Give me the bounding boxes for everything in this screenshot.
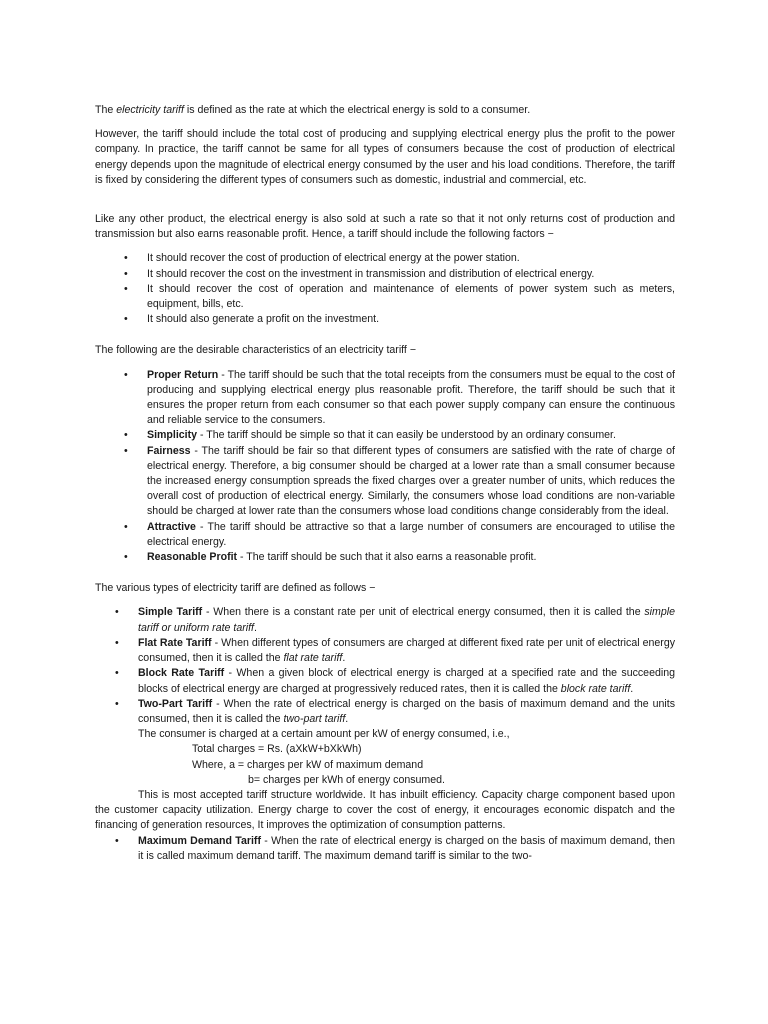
list-item: • It should recover the cost of operation and maintenance of elements of power system such as meters, equipment, bills, etc. xyxy=(95,282,675,312)
list-item: • Reasonable Profit - The tariff should be such that it also earns a reasonable profit. xyxy=(95,550,675,565)
formula-total-charges: Total charges = Rs. (aXkW+bXkWh) xyxy=(192,743,362,756)
formula-where-a: Where, a = charges per kW of maximum demand xyxy=(192,758,424,771)
factors-intro-paragraph: Like any other product, the electrical energy is also sold at such a rate so that it not only returns cost of production and transmission but also earns reasonable profit. Hence, a tariff should include the following factors − xyxy=(95,213,675,241)
list-item: • Proper Return - The tariff should be such that the total receipts from the consumers must be equal to the cost of producing and supplying electrical energy plus reasonable profit. Therefore, the tariff should be such that it ensures the proper return from each consumer so that each power supply company can ensure the continuous and reliable service to the consumers. xyxy=(95,368,675,429)
types-list-continued xyxy=(95,834,675,864)
list-item: • Two-Part Tariff - When the rate of electrical energy is charged on the basis of maximum demand and the units consumed, then it is called the two-part tariff. The consumer is charged at a certain amount per kW of energy consumed, i.e., Total charges = Rs. (aXkW+bXkWh) Where, a = charges per kW of maximum demand b= charges per kWh of energy consumed. xyxy=(95,697,675,788)
list-item: • Block Rate Tariff - When a given block of electrical energy is charged at a specified rate and the succeeding blocks of electrical energy are charged at progressively reduced rates, then it is called the block rate tariff. xyxy=(95,666,675,696)
list-item: • Maximum Demand Tariff - When the rate of electrical energy is charged on the basis of maximum demand, then it is called maximum demand tariff. The maximum demand tariff is similar to the two- xyxy=(95,834,675,864)
intro-definition: The electricity tariff is defined as the rate at which the electrical energy is sold to a consumer. xyxy=(95,104,531,116)
factors-list xyxy=(95,251,675,327)
emphasis-term: electricity tariff xyxy=(116,104,184,116)
two-part-description: The consumer is charged at a certain amount per kW of energy consumed, i.e., xyxy=(138,728,510,741)
list-item: • Simple Tariff - When there is a constant rate per unit of electrical energy consumed, then it is called the simple tariff or uniform rate tariff. xyxy=(95,605,675,635)
document-page xyxy=(95,103,675,864)
types-heading: The various types of electricity tariff are defined as follows − xyxy=(95,582,376,595)
list-item: • Attractive - The tariff should be attractive so that a large number of consumers are encouraged to utilise the electrical energy. xyxy=(95,520,675,550)
two-part-paragraph: This is most accepted tariff structure worldwide. It has inbuilt efficiency. Capacity charge component based upon the customer capacity utilization. Energy charge to cover the cost of energy, it encourages economic dispatch and the financing of generation resources, It improves the optimization of consumption patterns. xyxy=(95,788,675,832)
list-item: • It should also generate a profit on the investment. xyxy=(95,312,675,327)
list-item: • Flat Rate Tariff - When different types of consumers are charged at different fixed rate per unit of electrical energy consumed, then it is called the flat rate tariff. xyxy=(95,636,675,666)
formula-where-b: b= charges per kWh of energy consumed. xyxy=(248,773,445,786)
list-item: • Fairness - The tariff should be fair so that different types of consumers are satisfied with the rate of charge of electrical energy. Therefore, a big consumer should be charged at a lower rate than a small consumer because the increased energy consumption spreads the fixed charges over a greater number of units, which reduces the overall cost of production of electrical energy. Similarly, the consumers whose load conditions are non-variable should be charged at lower rate than the consumers whose load conditions change considerably from the ideal. xyxy=(95,444,675,520)
intro-paragraph: However, the tariff should include the total cost of producing and supplying electrical energy plus the profit to the power company. In practice, the tariff cannot be same for all types of consumers because the cost of production of electrical energy depends upon the magnitude of electrical energy consumed by the user and his load conditions. Therefore, the tariff is fixed by considering the different types of consumers such as domestic, industrial and commercial, etc. xyxy=(95,128,675,186)
characteristics-heading: The following are the desirable characteristics of an electricity tariff − xyxy=(95,344,417,357)
characteristics-list xyxy=(95,368,675,566)
list-item: • Simplicity - The tariff should be simple so that it can easily be understood by an ordinary consumer. xyxy=(95,428,675,443)
types-list xyxy=(95,605,675,787)
list-item: • It should recover the cost of production of electrical energy at the power station. xyxy=(95,251,675,266)
list-item: • It should recover the cost on the investment in transmission and distribution of electrical energy. xyxy=(95,267,675,282)
